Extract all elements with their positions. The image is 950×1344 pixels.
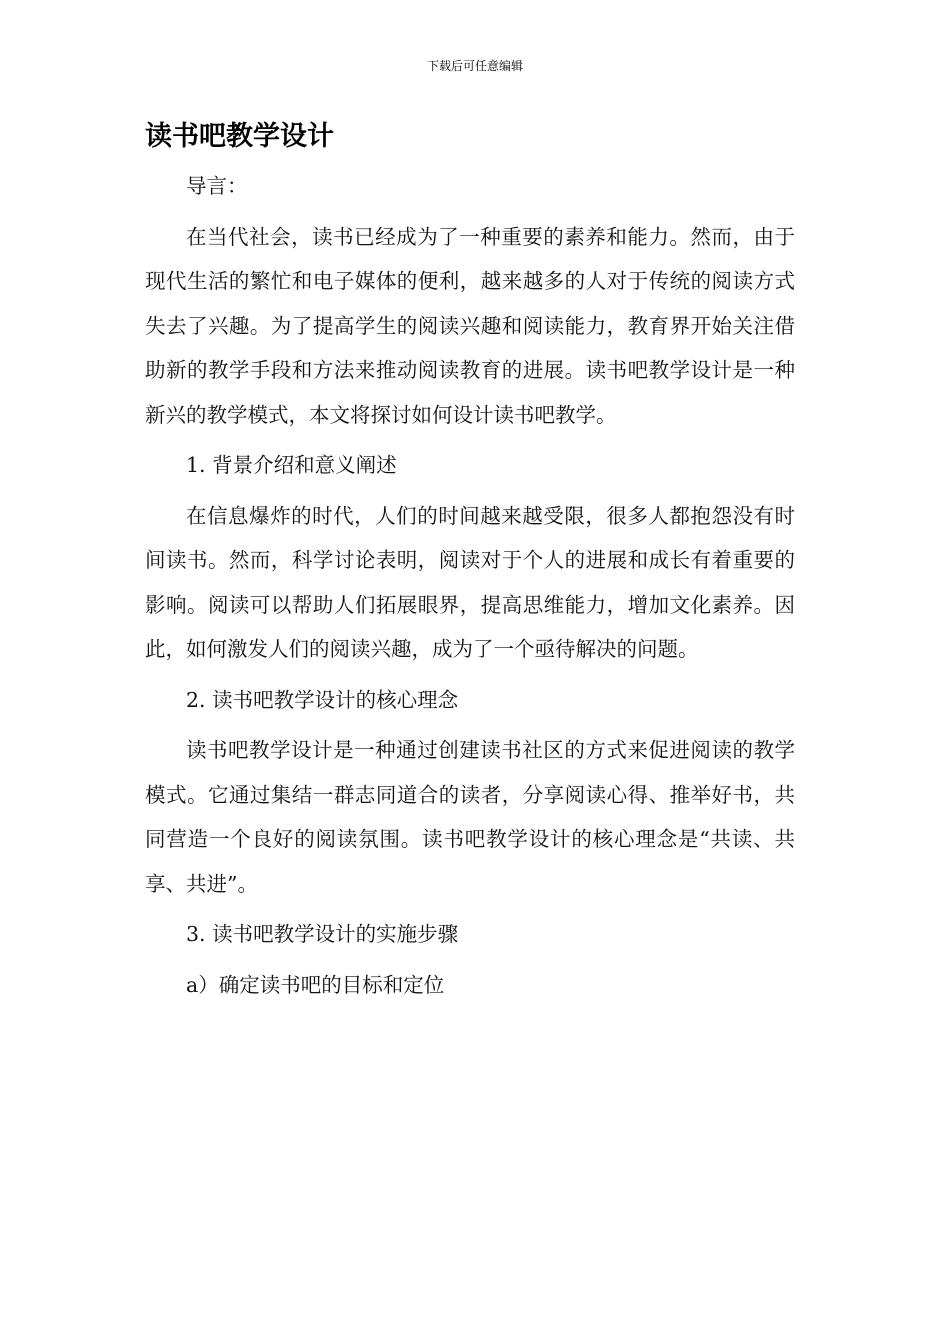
intro-paragraph: 在当代社会，读书已经成为了一种重要的素养和能力。然而，由于现代生活的繁忙和电子媒体的便利，越来越多的人对于传统的阅读方式失去了兴趣。为了提高学生的阅读兴趣和阅读能力，教育界开始关注借助新的教学手段和方法来推动阅读教育的进展。读书吧教学设计是一种新兴的教学模式，本文将探讨如何设计读书吧教学。 <box>145 224 795 427</box>
section-2-body: 读书吧教学设计是一种通过创建读书社区的方式来促进阅读的教学模式。它通过集结一群志同道合的读者，分享阅读心得、推举好书，共同营造一个良好的阅读氛围。读书吧教学设计的核心理念是“共读、共享、共进”。 <box>145 738 795 896</box>
document-title: 读书吧教学设计 <box>145 121 334 152</box>
section-1-heading: 1. 背景介绍和意义阐述 <box>186 453 397 477</box>
section-3-heading: 3. 读书吧教学设计的实施步骤 <box>186 922 459 946</box>
sub-item-a: a）确定读书吧的目标和定位 <box>186 972 445 997</box>
page-header: 下载后可任意编辑 <box>426 59 523 73</box>
document-body <box>145 164 795 1007</box>
section-1-body: 在信息爆炸的时代，人们的时间越来越受限，很多人都抱怨没有时间读书。然而，科学讨论表明，阅读对于个人的进展和成长有着重要的影响。阅读可以帮助人们拓展眼界，提高思维能力，增加文化素养。因此，如何激发人们的阅读兴趣，成为了一个亟待解决的问题。 <box>145 503 795 661</box>
intro-label: 导言： <box>186 174 248 198</box>
section-2-heading: 2. 读书吧教学设计的核心理念 <box>186 687 459 712</box>
